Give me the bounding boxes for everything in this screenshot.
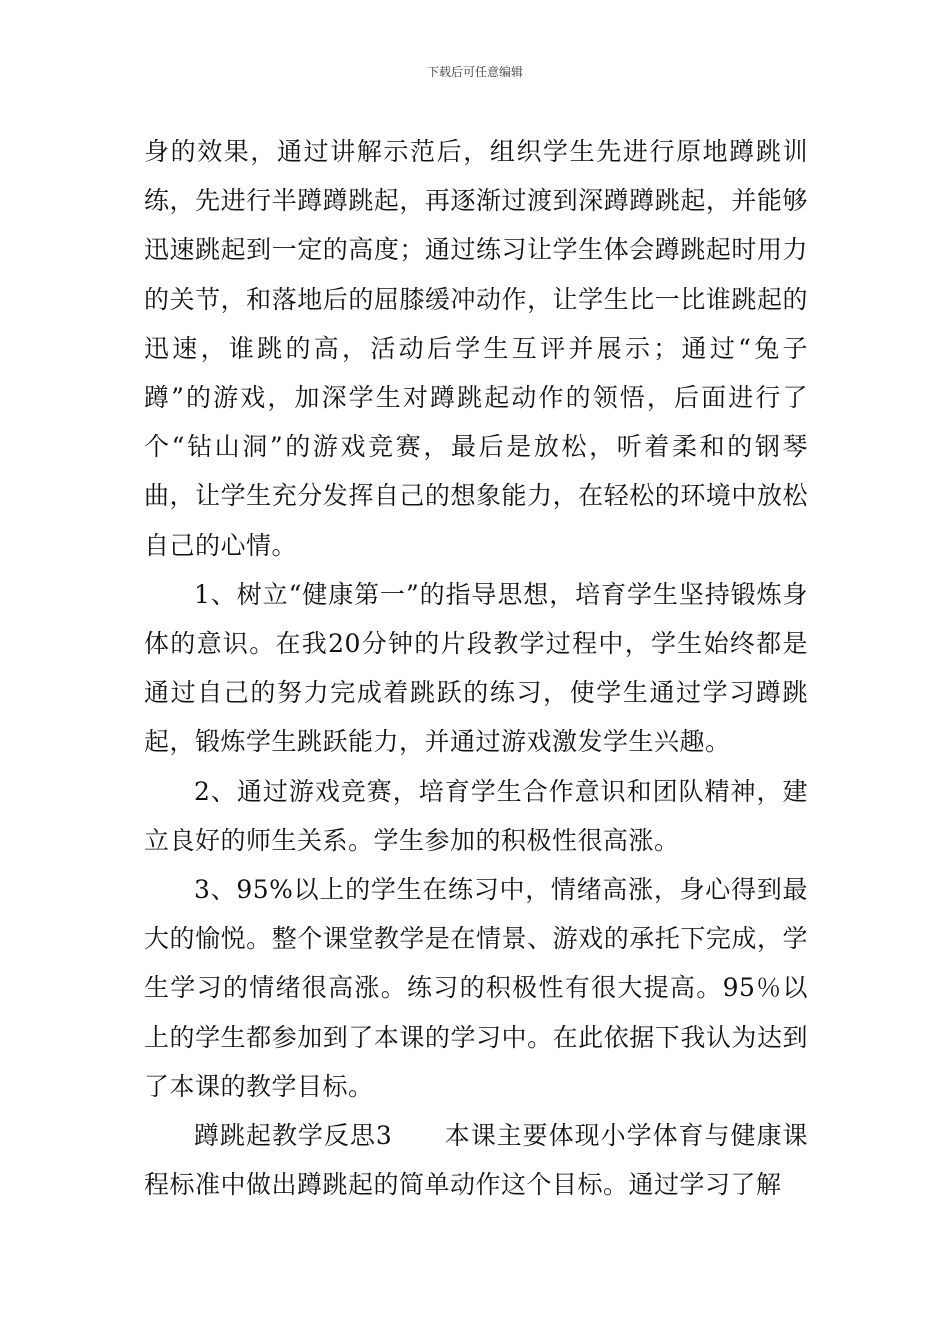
page-header-note: 下载后可任意编辑: [426, 65, 523, 79]
paragraph-reflection-3: 蹲跳起教学反思3 本课主要体现小学体育与健康课程标准中做出蹲跳起的简单动作这个目标。通过学习了解: [144, 1121, 808, 1200]
paragraph-point-2: 2、通过游戏竞赛，培育学生合作意识和团队精神，建立良好的师生关系。学生参加的积极性很高涨。: [144, 776, 808, 855]
paragraph-point-1: 1、树立“健康第一”的指导思想，培育学生坚持锻炼身体的意识。在我20分钟的片段教学过程中，学生始终都是通过自己的努力完成着跳跃的练习，使学生通过学习蹲跳起，锻炼学生跳跃能力，并通过游戏激发学生兴趣。: [144, 579, 808, 757]
paragraph-point-3: 3、95%以上的学生在练习中，情绪高涨，身心得到最大的愉悦。整个课堂教学是在情景、游戏的承托下完成，学生学习的情绪很高涨。练习的积极性有很大提高。95％以上的学生都参加到了本课的学习中。在此依据下我认为达到了本课的教学目标。: [144, 875, 808, 1101]
paragraph-continuation: 身的效果，通过讲解示范后，组织学生先进行原地蹲跳训练，先进行半蹲蹲跳起，再逐渐过渡到深蹲蹲跳起，并能够迅速跳起到一定的高度；通过练习让学生体会蹲跳起时用力的关节，和落地后的屈膝缓冲动作，让学生比一比谁跳起的迅速，谁跳的高，活动后学生互评并展示；通过“兔子蹲”的游戏，加深学生对蹲跳起动作的领悟，后面进行了个“钻山洞”的游戏竞赛，最后是放松，听着柔和的钢琴曲，让学生充分发挥自己的想象能力，在轻松的环境中放松自己的心情。: [144, 137, 808, 560]
document-body: [144, 127, 808, 1209]
